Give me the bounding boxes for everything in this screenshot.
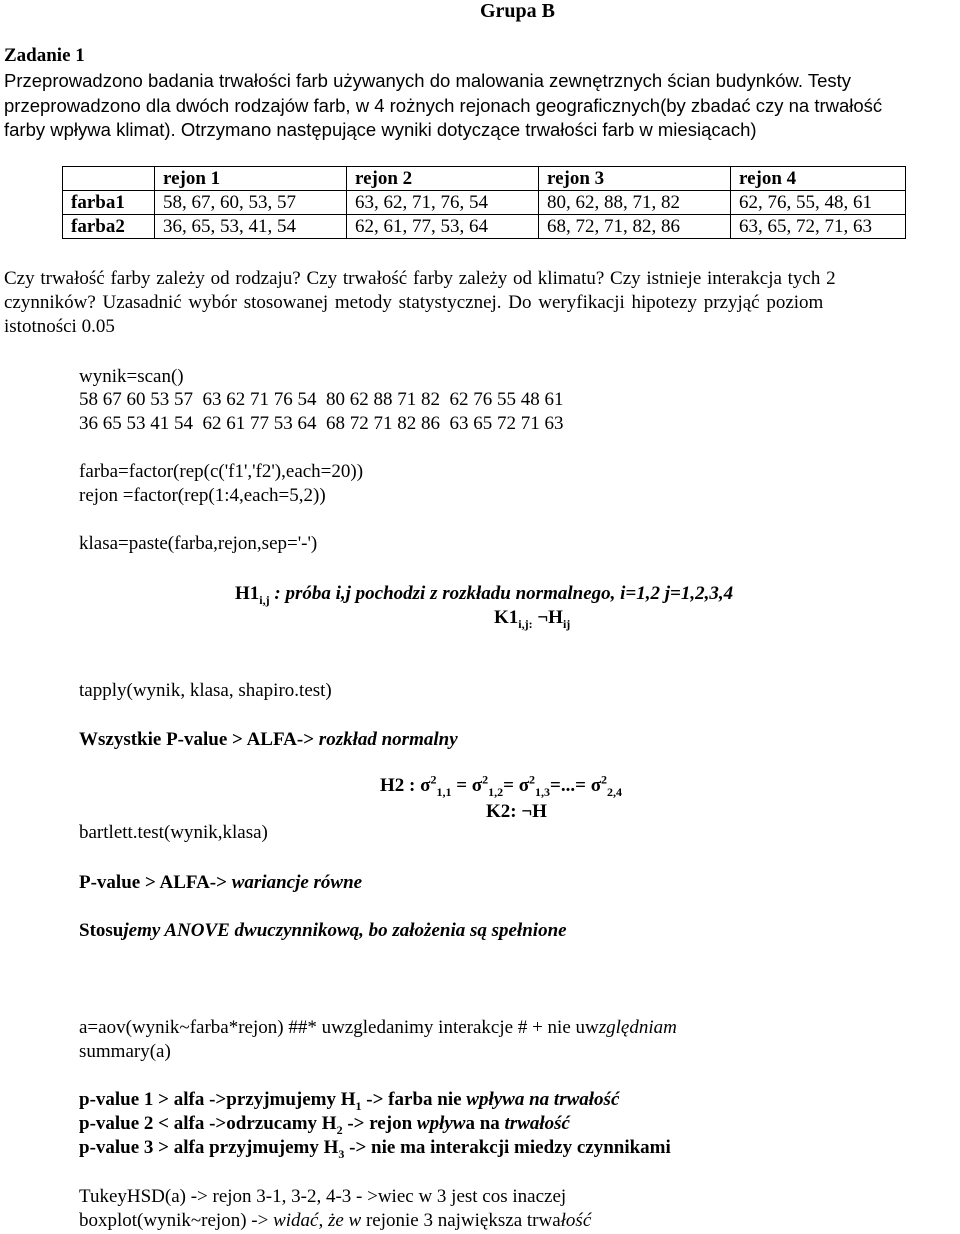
pvalue-sub: 2 [336,1122,343,1137]
table-cell: 62, 76, 55, 48, 61 [731,191,906,215]
h2-eq: =...= σ [550,775,602,796]
table-row-label: farba2 [63,215,155,239]
task-intro-line: farby wpływa klimat). Otrzymano następujące wyniki dotyczące trwałości farb w miesiącach) [4,119,757,140]
boxplot-italic: widać, że w [273,1210,362,1231]
pvalue-text: -> farba nie [361,1089,467,1110]
page-title: Grupa B [480,0,556,22]
h1-subscript: i,j [259,592,270,607]
code-data-line: 58 67 60 53 57 63 62 71 76 54 80 62 88 71 82 62 76 55 48 61 [79,389,564,410]
table-header-cell [63,167,155,191]
pvalue-italic: wpływa na trwałość [466,1089,620,1110]
task-heading: Zadanie 1 [4,45,85,66]
code-farba: farba=factor(rep(c('f1','f2'),each=20)) [79,461,364,482]
k1-subscript: i,j: [518,616,533,631]
aov-line: a=aov(wynik~farba*rejon) ##* uwzgledanimy interakcje # + nie uw [79,1017,599,1038]
boxplot-text: boxplot(wynik~rejon) -> [79,1210,274,1231]
h2-prefix: H2 : σ [380,775,431,796]
h2-sup: 2 [430,772,437,787]
table-header-cell: rejon 4 [731,167,906,191]
code-boxplot [79,1210,591,1232]
aov-line-italic: zględniam [598,1017,677,1038]
conclusion-bold: P-value > ALFA-> [79,872,232,893]
task-intro-line: Przeprowadzono badania trwałości farb używanych do malowania zewnętrznych ścian budynków. Testy [4,70,851,91]
hypothesis-h1 [235,583,733,605]
conclusion-bold: Wszystkie P-value > ALFA-> [79,729,319,750]
code-rejon: rejon =factor(rep(1:4,each=5,2)) [79,485,326,506]
pvalue-sub: 1 [355,1098,362,1113]
h2-sub: 1,3 [535,784,551,799]
table-cell: 80, 62, 88, 71, 82 [539,191,731,215]
table-header-row [63,167,906,191]
h2-eq: = σ [451,775,483,796]
h2-sup: 2 [529,772,536,787]
pvalue-text: p-value 2 < alfa ->odrzucamy H [79,1113,337,1134]
table-cell: 58, 67, 60, 53, 57 [155,191,347,215]
code-scan: wynik=scan() [79,366,184,387]
conclusion-italic: jemy ANOVE dwuczynnikową, bo założenia są spełnione [123,920,567,941]
table-cell: 63, 62, 71, 76, 54 [347,191,539,215]
conclusion-normal [79,729,458,751]
question-line: Czy trwałość farby zależy od rodzaju? Czy trwałość farby zależy od klimatu? Czy istnieje interakcja tych 2 [4,268,836,289]
k1-subscript-2: ij [562,616,571,631]
conclusion-italic: wariancje równe [231,872,363,893]
table-cell: 36, 65, 53, 41, 54 [155,215,347,239]
code-aov [79,1017,677,1039]
conclusion-italic: rozkład normalny [318,729,458,750]
task-intro-line: przeprowadzono dla dwóch rodzajów farb, w 4 rożnych rejonach geograficznych(by zbadać czy na trwałość [4,95,883,116]
pvalue-text: a na [465,1113,505,1134]
pvalue-italic: trwałość [504,1113,570,1134]
pvalue-line-3 [79,1137,671,1159]
table-cell: 68, 72, 71, 82, 86 [539,215,731,239]
table-header-cell: rejon 1 [155,167,347,191]
code-data-line: 36 65 53 41 54 62 61 77 53 64 68 72 71 82 86 63 65 72 71 63 [79,413,564,434]
pvalue-text: p-value 1 > alfa ->przyjmujemy H [79,1089,356,1110]
h1-text: : próba i,j pochodzi z rozkładu normalnego, i=1,2 j=1,2,3,4 [269,583,734,604]
table-row [63,191,906,215]
conclusion-anova [79,920,567,942]
pvalue-sub: 3 [338,1146,345,1161]
code-summary: summary(a) [79,1041,171,1062]
table-row [63,215,906,239]
conclusion-bold: Stosu [79,920,124,941]
code-tapply: tapply(wynik, klasa, shapiro.test) [79,680,332,701]
boxplot-text: rejonie 3 największa trwa [361,1210,561,1231]
h2-sup: 2 [482,772,489,787]
question-line: czynników? Uzasadnić wybór stosowanej metody statystycznej. Do weryfikacji hipotezy przyjąć poziom [4,292,824,313]
table-cell: 63, 65, 72, 71, 63 [731,215,906,239]
hypothesis-h2 [380,772,623,799]
table-cell: 62, 61, 77, 53, 64 [347,215,539,239]
h2-sub: 2,4 [607,784,623,799]
hypothesis-k2: K2: ¬H [486,801,547,822]
hypothesis-k1 [494,607,570,629]
conclusion-variance [79,872,362,894]
pvalue-italic: wpływ [416,1113,466,1134]
table-header-cell: rejon 2 [347,167,539,191]
pvalue-text: p-value 3 > alfa przyjmujemy H [79,1137,339,1158]
pvalue-text: -> rejon [342,1113,417,1134]
h2-sub: 1,1 [436,784,452,799]
code-tukey: TukeyHSD(a) -> rejon 3-1, 3-2, 4-3 - >wiec w 3 jest cos inaczej [79,1186,567,1207]
h2-sub: 1,2 [488,784,504,799]
k1-label: K1 [494,607,519,628]
pvalue-text: -> nie ma interakcji miedzy czynnikami [344,1137,671,1158]
pvalue-line-2 [79,1113,570,1135]
table-header-cell: rejon 3 [539,167,731,191]
results-table [62,166,906,239]
pvalue-line-1 [79,1089,619,1111]
table-row-label: farba1 [63,191,155,215]
question-line: istotności 0.05 [4,316,115,337]
h2-eq: = σ [503,775,530,796]
boxplot-italic: łość [560,1210,592,1231]
h2-sup: 2 [601,772,608,787]
h1-label: H1 [235,583,260,604]
code-bartlett: bartlett.test(wynik,klasa) [79,822,268,843]
code-klasa: klasa=paste(farba,rejon,sep='-') [79,533,318,554]
k1-rest: ¬H [532,607,563,628]
